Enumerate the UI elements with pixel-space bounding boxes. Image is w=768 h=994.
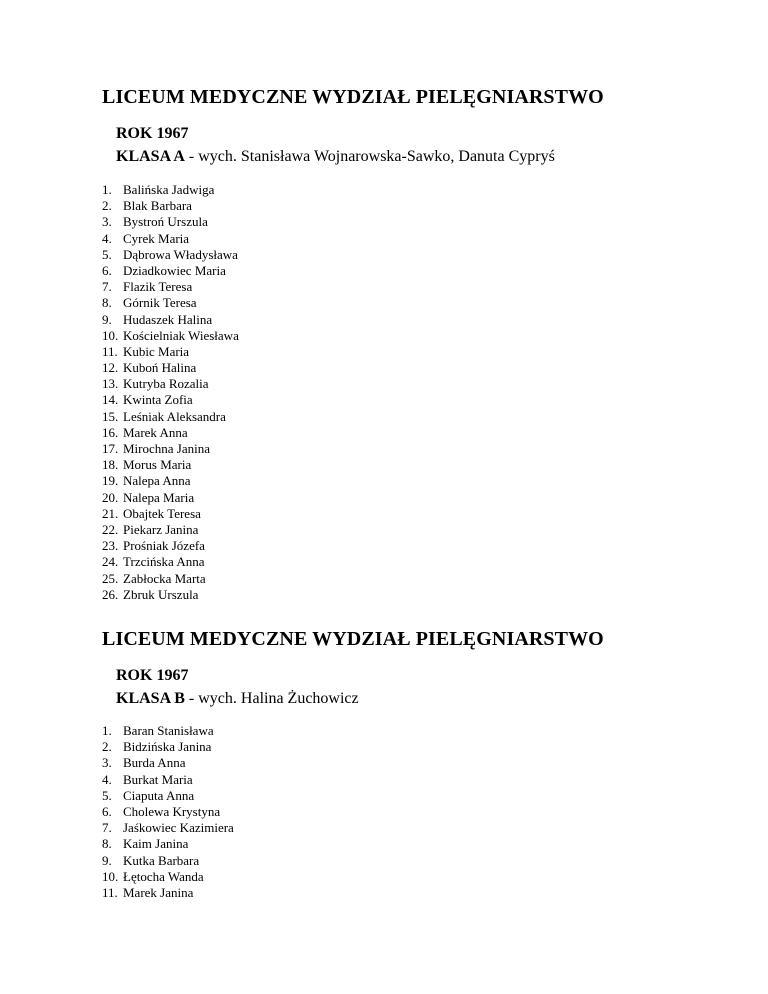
student-name: Hudaszek Halina xyxy=(123,311,213,327)
item-number: 16. xyxy=(102,424,119,440)
class-separator: - xyxy=(184,690,199,707)
class-tutor: wych. Halina Żuchowicz xyxy=(198,690,359,707)
item-number: 10. xyxy=(102,868,119,884)
item-number: 24. xyxy=(102,554,119,570)
list-item xyxy=(0,328,768,344)
student-name: Kuboń Halina xyxy=(123,360,197,376)
student-name: Balińska Jadwiga xyxy=(123,182,215,197)
item-number: 9. xyxy=(102,311,112,327)
item-number: 4. xyxy=(102,771,112,787)
class-b-section xyxy=(0,626,768,901)
section-heading: LICEUM MEDYCZNE WYDZIAŁ PIELĘGNIARSTWO xyxy=(102,628,604,650)
list-item xyxy=(0,869,768,885)
item-number: 11. xyxy=(102,884,118,900)
list-item xyxy=(0,739,768,755)
list-item xyxy=(0,279,768,295)
list-item xyxy=(0,885,768,901)
student-name: Ciaputa Anna xyxy=(123,787,195,803)
item-number: 1. xyxy=(102,182,112,197)
student-name: Leśniak Aleksandra xyxy=(123,408,226,424)
list-item xyxy=(0,788,768,804)
item-number: 7. xyxy=(102,820,112,836)
student-name: Górnik Teresa xyxy=(123,295,197,311)
list-item xyxy=(0,360,768,376)
student-name: Prośniak Józefa xyxy=(123,538,205,554)
list-item xyxy=(0,441,768,457)
item-number: 23. xyxy=(102,538,119,554)
student-name: Bidzińska Janina xyxy=(123,739,212,755)
list-item xyxy=(0,247,768,263)
item-number: 25. xyxy=(102,570,119,586)
student-name: Łętocha Wanda xyxy=(123,868,204,884)
student-name: Baran Stanisława xyxy=(123,723,214,738)
list-item xyxy=(0,804,768,820)
list-item xyxy=(0,473,768,489)
student-name: Kwinta Zofia xyxy=(123,392,193,408)
item-number: 9. xyxy=(102,852,112,868)
class-line xyxy=(116,147,768,167)
item-number: 26. xyxy=(102,586,119,602)
student-name: Burkat Maria xyxy=(123,771,193,787)
student-name: Zabłocka Marta xyxy=(123,570,206,586)
list-item xyxy=(0,263,768,279)
student-name: Obajtek Teresa xyxy=(123,505,201,521)
list-item xyxy=(0,392,768,408)
item-number: 4. xyxy=(102,230,112,246)
item-number: 3. xyxy=(102,214,112,230)
item-number: 12. xyxy=(102,360,119,376)
list-item xyxy=(0,506,768,522)
item-number: 19. xyxy=(102,473,119,489)
list-item xyxy=(0,554,768,570)
list-item xyxy=(0,295,768,311)
list-item xyxy=(0,538,768,554)
class-label: KLASA A xyxy=(116,148,185,165)
item-number: 5. xyxy=(102,787,112,803)
item-number: 14. xyxy=(102,392,119,408)
list-item xyxy=(0,723,768,739)
year-label: ROK 1967 xyxy=(116,125,189,142)
student-name: Jaśkowiec Kazimiera xyxy=(123,820,234,836)
item-number: 20. xyxy=(102,489,119,505)
item-number: 13. xyxy=(102,376,119,392)
student-list xyxy=(0,723,768,901)
list-item xyxy=(0,571,768,587)
student-name: Cholewa Krystyna xyxy=(123,803,221,819)
item-number: 8. xyxy=(102,295,112,311)
item-number: 15. xyxy=(102,408,119,424)
item-number: 21. xyxy=(102,505,119,521)
item-number: 1. xyxy=(102,723,112,738)
section-heading: LICEUM MEDYCZNE WYDZIAŁ PIELĘGNIARSTWO xyxy=(102,86,604,108)
student-name: Kutka Barbara xyxy=(123,852,200,868)
student-name: Trzcińska Anna xyxy=(123,554,205,570)
item-number: 18. xyxy=(102,457,119,473)
list-item xyxy=(0,587,768,603)
item-number: 2. xyxy=(102,198,112,214)
student-name: Kościelniak Wiesława xyxy=(123,327,239,343)
student-name: Kaim Janina xyxy=(123,836,189,852)
student-name: Burda Anna xyxy=(123,755,186,771)
list-item xyxy=(0,198,768,214)
student-name: Marek Anna xyxy=(123,424,188,440)
item-number: 6. xyxy=(102,262,112,278)
item-number: 3. xyxy=(102,755,112,771)
student-name: Dziadkowiec Maria xyxy=(123,262,226,278)
student-name: Kubic Maria xyxy=(123,343,190,359)
list-item xyxy=(0,214,768,230)
student-name: Blak Barbara xyxy=(123,198,192,214)
item-number: 7. xyxy=(102,279,112,295)
list-item xyxy=(0,312,768,328)
class-line xyxy=(116,689,768,709)
student-name: Flazik Teresa xyxy=(123,279,193,295)
student-name: Mirochna Janina xyxy=(123,441,211,456)
student-name: Marek Janina xyxy=(123,884,194,900)
item-number: 22. xyxy=(102,521,119,537)
list-item xyxy=(0,853,768,869)
list-item xyxy=(0,344,768,360)
student-name: Nalepa Anna xyxy=(123,473,191,489)
list-item xyxy=(0,182,768,198)
student-name: Piekarz Janina xyxy=(123,521,199,537)
list-item xyxy=(0,490,768,506)
list-item xyxy=(0,409,768,425)
item-number: 2. xyxy=(102,739,112,755)
list-item xyxy=(0,231,768,247)
item-number: 17. xyxy=(102,441,119,456)
class-label: KLASA B xyxy=(116,690,185,707)
year-label: ROK 1967 xyxy=(116,667,189,684)
list-item xyxy=(0,522,768,538)
class-tutor: wych. Stanisława Wojnarowska-Sawko, Danuta Cypryś xyxy=(198,148,555,165)
student-name: Nalepa Maria xyxy=(123,489,195,505)
list-item xyxy=(0,376,768,392)
student-list xyxy=(0,182,768,603)
list-item xyxy=(0,836,768,852)
student-name: Zbruk Urszula xyxy=(123,586,199,602)
list-item xyxy=(0,772,768,788)
student-name: Cyrek Maria xyxy=(123,230,190,246)
item-number: 5. xyxy=(102,246,112,262)
class-a-section xyxy=(0,84,768,603)
student-name: Kutryba Rozalia xyxy=(123,376,209,392)
list-item xyxy=(0,457,768,473)
list-item xyxy=(0,425,768,441)
list-item xyxy=(0,820,768,836)
item-number: 10. xyxy=(102,327,119,343)
list-item xyxy=(0,755,768,771)
item-number: 8. xyxy=(102,836,112,852)
student-name: Bystroń Urszula xyxy=(123,214,208,230)
student-name: Dąbrowa Władysława xyxy=(123,246,238,262)
item-number: 6. xyxy=(102,803,112,819)
class-separator: - xyxy=(184,148,199,165)
item-number: 11. xyxy=(102,343,118,359)
student-name: Morus Maria xyxy=(123,457,192,473)
